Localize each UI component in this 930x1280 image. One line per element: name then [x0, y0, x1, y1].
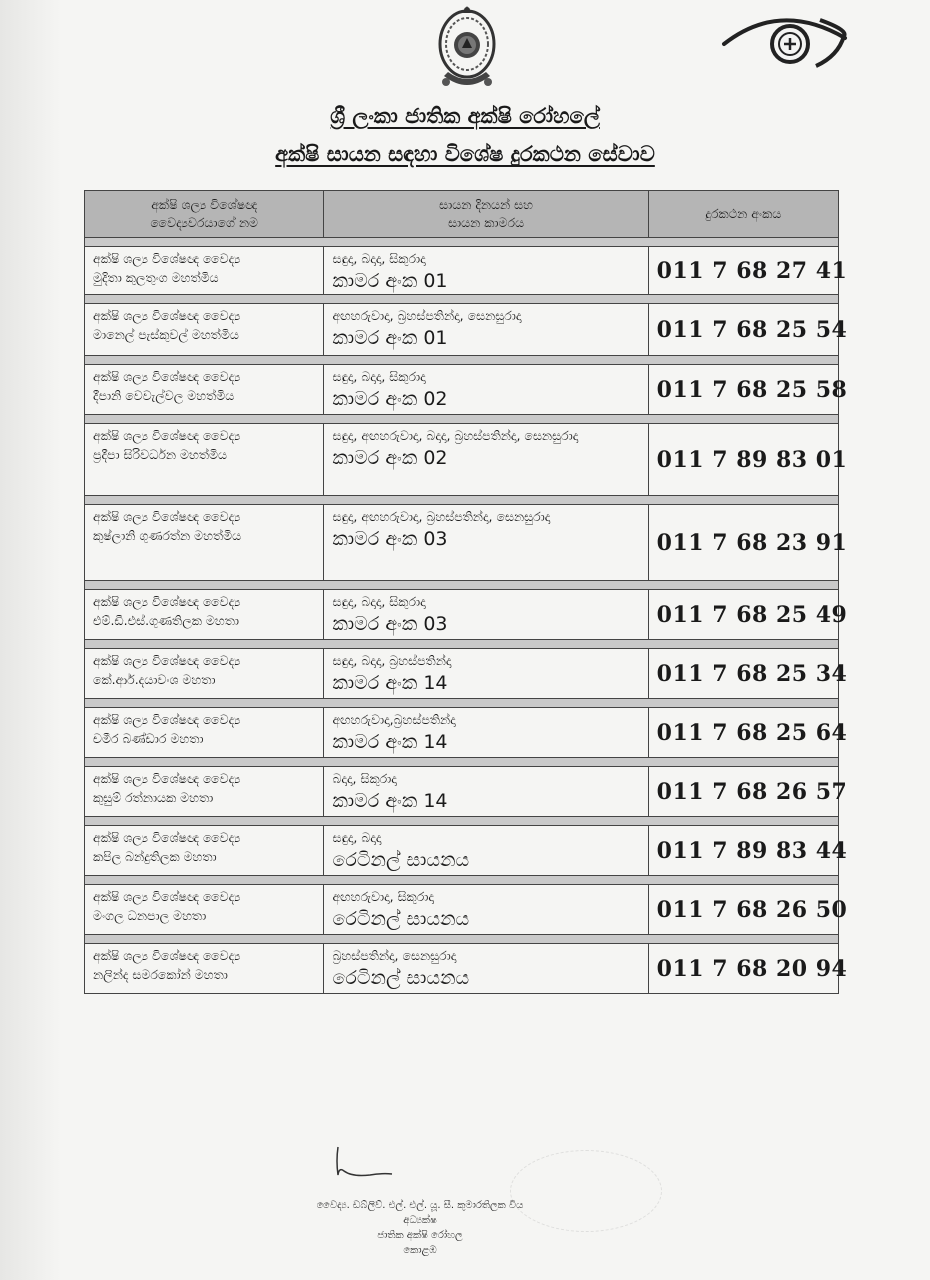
clinic-room: කාමර අංක 14	[332, 790, 448, 812]
clinic-days: සඳුදා, අඟහරුවාදා, බ්‍රහස්පතින්දා, සෙනසුරාදා	[332, 509, 551, 524]
clinic-days: සඳුදා, බදාදා, සිකුරාදා	[332, 594, 426, 609]
doctor-name: නලින්ද සමරකෝන් මහතා	[93, 967, 228, 982]
schedule-cell	[324, 944, 648, 994]
phone-cell	[648, 708, 848, 758]
clinic-room: කාමර අංක 02	[332, 388, 448, 410]
phone-cell	[648, 944, 848, 994]
doctor-title: අක්ෂි ශල්‍ය විශේෂඥ වෛද්‍ය	[93, 509, 241, 524]
doctor-title: අක්ෂි ශල්‍ය විශේෂඥ වෛද්‍ය	[93, 428, 241, 443]
clinic-days: සඳුදා, අඟහරුවාදා, බදාදා, බ්‍රහස්පතින්දා, සෙනසුරාදා	[332, 428, 579, 443]
clinic-days: බ්‍රහස්පතින්දා, සෙනසුරාදා	[332, 948, 457, 963]
schedule-cell	[324, 247, 648, 295]
row-separator	[85, 356, 839, 365]
phone-number: 011 7 68 25 64	[656, 719, 848, 746]
doctor-cell	[85, 365, 324, 415]
doctor-name: එම්.ඩී.එස්.ගුණතිලක මහතා	[93, 613, 239, 628]
phone-cell	[648, 247, 848, 295]
phone-number: 011 7 68 27 41	[656, 257, 848, 284]
phone-cell	[648, 505, 848, 581]
phone-number: 011 7 68 20 94	[656, 955, 848, 982]
clinic-days: සඳුදා, බදාදා, සිකුරාදා	[332, 369, 426, 384]
doctor-title: අක්ෂි ශල්‍ය විශේෂඥ වෛද්‍ය	[93, 251, 241, 266]
row-separator	[85, 699, 839, 708]
phone-number: 011 7 68 23 91	[656, 529, 848, 556]
table-row	[85, 944, 839, 994]
clinic-room: කාමර අංක 02	[332, 447, 448, 469]
doctor-name: කුසුම් රත්නායක මහතා	[93, 790, 214, 805]
doctor-title: අක්ෂි ශල්‍ය විශේෂඥ වෛද්‍ය	[93, 889, 241, 904]
doctor-title: අක්ෂි ශල්‍ය විශේෂඥ වෛද්‍ය	[93, 830, 241, 845]
row-separator	[85, 876, 839, 885]
clinic-room: කාමර අංක 03	[332, 613, 448, 635]
row-separator	[85, 238, 839, 247]
phone-cell	[648, 649, 848, 699]
doctor-cell	[85, 424, 324, 496]
row-separator	[85, 581, 839, 590]
doctor-name: ප්‍රදීපා සිරිවර්ධන මහත්මිය	[93, 447, 227, 462]
schedule-cell	[324, 708, 648, 758]
doctor-title: අක්ෂි ශල්‍ය විශේෂඥ වෛද්‍ය	[93, 308, 241, 323]
doctor-cell	[85, 708, 324, 758]
table-row	[85, 247, 839, 295]
clinic-room: කාමර අංක 01	[332, 270, 448, 292]
phone-cell	[648, 590, 848, 640]
row-separator	[85, 935, 839, 944]
doctor-title: අක්ෂි ශල්‍ය විශේෂඥ වෛද්‍ය	[93, 594, 241, 609]
signatory-name: වෛද්‍ය. ඩබ්ලිව්. එල්. එල්. යූ. සී. කුමාරතිලක විය	[316, 1200, 524, 1211]
header-phone: දුරකථන අංකය	[648, 191, 838, 238]
doctor-name: කපිල බන්දුතිලක මහතා	[93, 849, 217, 864]
page-shadow	[0, 0, 60, 1280]
doctor-cell	[85, 649, 324, 699]
table-row	[85, 304, 839, 356]
table-row	[85, 590, 839, 640]
doctor-name: චමීර බණ්ඩාර මහතා	[93, 731, 204, 746]
doctor-name: දීපානි වෙවැල්වල මහත්මිය	[93, 388, 235, 403]
phone-number: 011 7 89 83 01	[656, 446, 848, 473]
table-row	[85, 365, 839, 415]
clinic-days: අඟහරුවාදා, බ්‍රහස්පතින්දා, සෙනසුරාදා	[332, 308, 522, 323]
phone-number: 011 7 68 25 34	[656, 660, 848, 687]
signatory-position: අධ්‍යක්ෂ	[403, 1215, 437, 1226]
phone-number: 011 7 68 26 57	[656, 778, 848, 805]
doctor-cell	[85, 247, 324, 295]
table-row	[85, 767, 839, 817]
page-subtitle: අක්ෂි සායන සඳහා විශේෂ දුරකථන සේවාව	[275, 142, 655, 166]
signature-block	[250, 1198, 590, 1258]
doctor-name: මංගල ධනපාල මහතා	[93, 908, 207, 923]
phone-number: 011 7 68 25 58	[656, 376, 848, 403]
schedule-cell	[324, 424, 648, 496]
table-header-row	[85, 191, 839, 238]
table-row	[85, 649, 839, 699]
phone-cell	[648, 304, 848, 356]
table-row	[85, 885, 839, 935]
table-row	[85, 826, 839, 876]
row-separator	[85, 415, 839, 424]
clinic-days: අඟහරුවාදා,බ්‍රහස්පතින්දා	[332, 712, 456, 727]
clinic-days: අඟහරුවාදා, සිකුරාදා	[332, 889, 434, 904]
doctor-cell	[85, 590, 324, 640]
signature-mark	[330, 1145, 400, 1185]
schedule-cell	[324, 826, 648, 876]
doctor-cell	[85, 944, 324, 994]
phone-number: 011 7 68 25 49	[656, 601, 848, 628]
doctor-name: කේ.ආර්.දයාවංශ මහතා	[93, 672, 216, 687]
row-separator	[85, 496, 839, 505]
row-separator	[85, 758, 839, 767]
schedule-cell	[324, 304, 648, 356]
doctor-cell	[85, 885, 324, 935]
clinic-room: කාමර අංක 03	[332, 528, 448, 550]
schedule-cell	[324, 649, 648, 699]
phone-cell	[648, 826, 848, 876]
clinic-room: රෙටිනල් සායනය	[332, 967, 470, 989]
doctor-title: අක්ෂි ශල්‍ය විශේෂඥ වෛද්‍ය	[93, 712, 241, 727]
row-separator	[85, 817, 839, 826]
header-doctor: අක්ෂි ශල්‍ය විශේෂඥ වෛද්‍යවරයාගේ නම	[85, 191, 324, 238]
doctor-title: අක්ෂි ශල්‍ය විශේෂඥ වෛද්‍ය	[93, 369, 241, 384]
schedule-cell	[324, 590, 648, 640]
phone-cell	[648, 885, 848, 935]
page-title: ශ්‍රී ලංකා ජාතික අක්ෂි රෝහලේ	[330, 104, 600, 128]
row-separator	[85, 640, 839, 649]
phone-cell	[648, 424, 848, 496]
clinic-days: සඳුදා, බදාදා, බ්‍රහස්පතින්දා	[332, 653, 452, 668]
eye-plus-icon	[720, 6, 850, 76]
header-days-room: සායන දිනයන් සහ සායන කාමරය	[324, 191, 648, 238]
clinic-days: බදාදා, සිකුරාදා	[332, 771, 397, 786]
doctor-cell	[85, 304, 324, 356]
clinic-room: කාමර අංක 14	[332, 731, 448, 753]
doctor-title: අක්ෂි ශල්‍ය විශේෂඥ වෛද්‍ය	[93, 948, 241, 963]
phone-cell	[648, 365, 848, 415]
phone-number: 011 7 68 25 54	[656, 316, 848, 343]
clinic-days: සඳුදා, බදාදා, සිකුරාදා	[332, 251, 426, 266]
clinic-room: කාමර අංක 01	[332, 327, 448, 349]
phone-number: 011 7 68 26 50	[656, 896, 848, 923]
phone-number: 011 7 89 83 44	[656, 837, 848, 864]
doctor-cell	[85, 826, 324, 876]
clinic-room: රෙටිනල් සායනය	[332, 908, 470, 930]
signatory-city: කොළඹ	[403, 1245, 437, 1256]
sri-lanka-emblem-icon	[432, 2, 502, 92]
clinic-room: කාමර අංක 14	[332, 672, 448, 694]
signatory-institution: ජාතික අක්ෂි රෝහල	[377, 1230, 463, 1241]
doctor-name: මානෙල් පැස්කුවල් මහත්මිය	[93, 327, 239, 342]
doctor-cell	[85, 505, 324, 581]
phone-cell	[648, 767, 848, 817]
doctor-title: අක්ෂි ශල්‍ය විශේෂඥ වෛද්‍ය	[93, 771, 241, 786]
clinic-days: සඳුදා, බදාදා	[332, 830, 382, 845]
schedule-cell	[324, 885, 648, 935]
row-separator	[85, 295, 839, 304]
doctor-title: අක්ෂි ශල්‍ය විශේෂඥ වෛද්‍ය	[93, 653, 241, 668]
doctor-cell	[85, 767, 324, 817]
clinic-table	[84, 190, 848, 994]
schedule-cell	[324, 365, 648, 415]
table-row	[85, 424, 839, 496]
doctor-name: මුදිතා කුලතුංග මහත්මිය	[93, 270, 219, 285]
schedule-cell	[324, 505, 648, 581]
schedule-cell	[324, 767, 648, 817]
table-row	[85, 505, 839, 581]
table-row	[85, 708, 839, 758]
doctor-name: කුෂ්ලානි ගුණරත්න මහත්මිය	[93, 528, 242, 543]
clinic-room: රෙටිනල් සායනය	[332, 849, 470, 871]
